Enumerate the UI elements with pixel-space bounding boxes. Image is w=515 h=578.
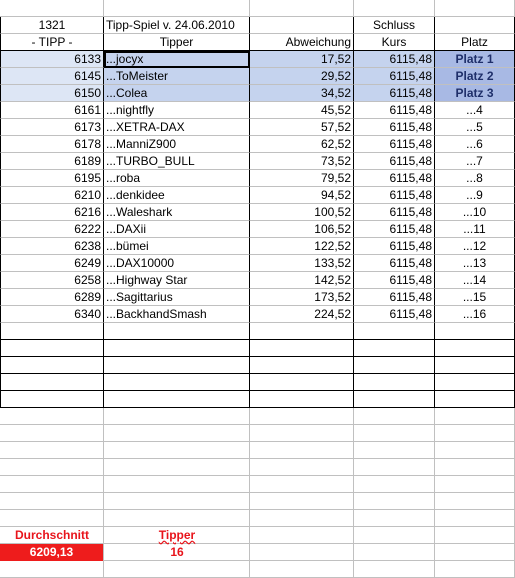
tipp-value[interactable]: 6258	[0, 272, 104, 289]
empty-cell[interactable]	[354, 544, 435, 561]
platz-value[interactable]: ...11	[435, 221, 515, 238]
grid-row	[0, 442, 515, 459]
abweichung-value[interactable]: 79,52	[250, 170, 354, 187]
tipper-name[interactable]: ...Sagittarius	[104, 289, 250, 306]
table-row	[0, 272, 515, 289]
empty-cell[interactable]	[0, 323, 104, 340]
empty-row	[0, 374, 515, 391]
empty-cell[interactable]	[354, 408, 435, 425]
platz-value[interactable]: ...4	[435, 102, 515, 119]
grid-row	[0, 510, 515, 527]
platz-value[interactable]: ...12	[435, 238, 515, 255]
empty-cell[interactable]	[250, 0, 354, 17]
table-row	[0, 187, 515, 204]
tipp-value[interactable]: 6216	[0, 204, 104, 221]
platz-value[interactable]: ...6	[435, 136, 515, 153]
empty-cell[interactable]	[354, 442, 435, 459]
tipp-value[interactable]: 6195	[0, 170, 104, 187]
abweichung-value[interactable]: 94,52	[250, 187, 354, 204]
table-row	[0, 255, 515, 272]
grid-row	[0, 459, 515, 476]
table-row	[0, 51, 515, 68]
empty-cell[interactable]	[104, 561, 250, 578]
abweichung-value[interactable]: 57,52	[250, 119, 354, 136]
empty-cell[interactable]	[104, 391, 250, 408]
tipp-value[interactable]: 6238	[0, 238, 104, 255]
empty-cell[interactable]	[250, 493, 354, 510]
empty-cell[interactable]	[435, 544, 515, 561]
tipp-id-cell[interactable]: 1321	[0, 17, 104, 34]
tipper-count-label[interactable]: Tipper	[158, 528, 196, 542]
tipp-value[interactable]: 6340	[0, 306, 104, 323]
durchschnitt-label[interactable]: Durchschnitt	[14, 528, 89, 542]
empty-cell[interactable]	[435, 340, 515, 357]
empty-row	[0, 357, 515, 374]
empty-cell[interactable]	[104, 493, 250, 510]
empty-cell[interactable]	[354, 476, 435, 493]
empty-cell[interactable]	[435, 493, 515, 510]
empty-cell[interactable]	[250, 374, 354, 391]
table-row	[0, 306, 515, 323]
tipper-name[interactable]: ...bümei	[104, 238, 250, 255]
grid-row	[0, 476, 515, 493]
empty-cell[interactable]	[250, 561, 354, 578]
tipper-name[interactable]: ...Highway Star	[104, 272, 250, 289]
empty-cell[interactable]	[354, 357, 435, 374]
platz-value[interactable]: ...13	[435, 255, 515, 272]
kurs-value[interactable]: 6115,48	[354, 221, 435, 238]
kurs-value[interactable]: 6115,48	[354, 187, 435, 204]
platz-value[interactable]: Platz 3	[435, 85, 515, 102]
table-row	[0, 85, 515, 102]
tipp-value[interactable]: 6289	[0, 289, 104, 306]
empty-cell[interactable]	[250, 340, 354, 357]
tipper-name[interactable]: ...ManniZ900	[104, 136, 250, 153]
tipper-name[interactable]: ...Waleshark	[104, 204, 250, 221]
empty-cell[interactable]	[104, 425, 250, 442]
empty-header-cell[interactable]	[250, 17, 354, 34]
empty-cell[interactable]	[0, 340, 104, 357]
platz-value[interactable]: Platz 1	[435, 51, 515, 68]
empty-cell[interactable]	[354, 459, 435, 476]
abweichung-value[interactable]: 62,52	[250, 136, 354, 153]
empty-cell[interactable]	[0, 391, 104, 408]
empty-cell[interactable]	[435, 357, 515, 374]
abweichung-value[interactable]: 100,52	[250, 204, 354, 221]
empty-cell[interactable]	[104, 510, 250, 527]
kurs-value[interactable]: 6115,48	[354, 238, 435, 255]
table-row	[0, 221, 515, 238]
empty-row	[0, 391, 515, 408]
platz-value[interactable]: ...9	[435, 187, 515, 204]
kurs-value[interactable]: 6115,48	[354, 119, 435, 136]
empty-cell[interactable]	[0, 357, 104, 374]
empty-cell[interactable]	[250, 476, 354, 493]
kurs-value[interactable]: 6115,48	[354, 204, 435, 221]
kurs-value[interactable]: 6115,48	[354, 85, 435, 102]
tipper-name[interactable]: ...BackhandSmash	[104, 306, 250, 323]
tipper-name[interactable]: ...jocyx	[104, 51, 250, 68]
tipp-value[interactable]: 6145	[0, 68, 104, 85]
empty-cell[interactable]	[0, 0, 104, 17]
empty-cell[interactable]	[435, 527, 515, 544]
kurs-value[interactable]: 6115,48	[354, 153, 435, 170]
table-row	[0, 289, 515, 306]
empty-cell[interactable]	[0, 425, 104, 442]
grid-row	[0, 425, 515, 442]
empty-cell[interactable]	[354, 391, 435, 408]
grid-row	[0, 493, 515, 510]
empty-cell[interactable]	[435, 425, 515, 442]
tipper-name[interactable]: ...ToMeister	[104, 68, 250, 85]
empty-cell[interactable]	[354, 527, 435, 544]
empty-cell[interactable]	[435, 442, 515, 459]
empty-row	[0, 340, 515, 357]
abweichung-value[interactable]: 106,52	[250, 221, 354, 238]
empty-cell[interactable]	[354, 323, 435, 340]
empty-cell[interactable]	[0, 510, 104, 527]
empty-cell[interactable]	[104, 357, 250, 374]
empty-cell[interactable]	[0, 408, 104, 425]
empty-cell[interactable]	[435, 561, 515, 578]
empty-cell[interactable]	[354, 493, 435, 510]
empty-cell[interactable]	[435, 510, 515, 527]
empty-cell[interactable]	[0, 476, 104, 493]
tipp-value[interactable]: 6210	[0, 187, 104, 204]
kurs-value[interactable]: 6115,48	[354, 255, 435, 272]
tipp-value[interactable]: 6178	[0, 136, 104, 153]
empty-cell[interactable]	[435, 0, 515, 17]
platz-value[interactable]: ...14	[435, 272, 515, 289]
abweichung-value[interactable]: 17,52	[250, 51, 354, 68]
header-row-2	[0, 34, 515, 51]
platz-value[interactable]: Platz 2	[435, 68, 515, 85]
empty-cell[interactable]	[250, 323, 354, 340]
tipper-name[interactable]: ...TURBO_BULL	[104, 153, 250, 170]
empty-cell[interactable]	[250, 391, 354, 408]
kurs-header-cell[interactable]: Kurs	[354, 34, 435, 51]
title-cell[interactable]: Tipp-Spiel v. 24.06.2010	[104, 17, 250, 34]
tipp-value[interactable]: 6173	[0, 119, 104, 136]
table-row	[0, 119, 515, 136]
tipper-header-cell[interactable]: Tipper	[104, 34, 250, 51]
empty-cell[interactable]	[354, 374, 435, 391]
abweichung-value[interactable]: 224,52	[250, 306, 354, 323]
empty-cell[interactable]	[104, 459, 250, 476]
empty-cell[interactable]	[104, 442, 250, 459]
tipper-name[interactable]: ...roba	[104, 170, 250, 187]
table-row	[0, 170, 515, 187]
platz-value[interactable]: ...8	[435, 170, 515, 187]
table-row	[0, 238, 515, 255]
abweichung-value[interactable]: 173,52	[250, 289, 354, 306]
empty-cell[interactable]	[435, 459, 515, 476]
empty-cell[interactable]	[435, 391, 515, 408]
empty-cell[interactable]	[104, 408, 250, 425]
empty-cell[interactable]	[104, 374, 250, 391]
table-row	[0, 68, 515, 85]
header-row-1	[0, 17, 515, 34]
abweichung-value[interactable]: 45,52	[250, 102, 354, 119]
empty-cell[interactable]	[250, 527, 354, 544]
grid-row	[0, 408, 515, 425]
table-row	[0, 136, 515, 153]
abweichung-value[interactable]: 34,52	[250, 85, 354, 102]
tipper-name[interactable]: ...XETRA-DAX	[104, 119, 250, 136]
abweichung-value[interactable]: 29,52	[250, 68, 354, 85]
grid-row	[0, 0, 515, 17]
tipper-name[interactable]: ...denkidee	[104, 187, 250, 204]
tipp-value[interactable]: 6150	[0, 85, 104, 102]
kurs-value[interactable]: 6115,48	[354, 306, 435, 323]
durchschnitt-value[interactable]: 6209,13	[0, 544, 103, 561]
tipp-value[interactable]: 6161	[0, 102, 104, 119]
kurs-value[interactable]: 6115,48	[354, 272, 435, 289]
empty-cell[interactable]	[435, 408, 515, 425]
platz-value[interactable]: ...5	[435, 119, 515, 136]
abweichung-value[interactable]: 133,52	[250, 255, 354, 272]
abweichung-value[interactable]: 122,52	[250, 238, 354, 255]
empty-cell[interactable]	[104, 323, 250, 340]
empty-cell[interactable]	[435, 374, 515, 391]
empty-cell[interactable]	[250, 425, 354, 442]
empty-cell[interactable]	[0, 442, 104, 459]
tipp-value[interactable]: 6189	[0, 153, 104, 170]
empty-header-cell[interactable]	[435, 17, 515, 34]
tipper-name[interactable]: ...Colea	[104, 85, 250, 102]
empty-cell[interactable]	[354, 510, 435, 527]
empty-cell[interactable]	[0, 561, 104, 578]
kurs-value[interactable]: 6115,48	[354, 51, 435, 68]
empty-cell[interactable]	[354, 561, 435, 578]
kurs-value[interactable]: 6115,48	[354, 289, 435, 306]
empty-cell[interactable]	[0, 459, 104, 476]
grid-row	[0, 561, 515, 578]
tipp-header-cell[interactable]: - TIPP -	[0, 34, 104, 51]
abweichung-value[interactable]: 142,52	[250, 272, 354, 289]
empty-cell[interactable]	[250, 408, 354, 425]
tipper-name[interactable]: ...nightfly	[104, 102, 250, 119]
tipper-name[interactable]: ...DAX10000	[104, 255, 250, 272]
empty-cell[interactable]	[104, 0, 250, 17]
empty-cell[interactable]	[354, 425, 435, 442]
empty-cell[interactable]	[354, 0, 435, 17]
kurs-value[interactable]: 6115,48	[354, 102, 435, 119]
empty-cell[interactable]	[435, 476, 515, 493]
empty-cell[interactable]	[0, 374, 104, 391]
platz-value[interactable]: ...10	[435, 204, 515, 221]
kurs-value[interactable]: 6115,48	[354, 136, 435, 153]
tipper-count-value[interactable]: 16	[170, 545, 184, 559]
empty-cell[interactable]	[250, 544, 354, 561]
tipp-value[interactable]: 6133	[0, 51, 104, 68]
empty-cell[interactable]	[250, 442, 354, 459]
table-row	[0, 153, 515, 170]
tipp-value[interactable]: 6249	[0, 255, 104, 272]
table-row	[0, 204, 515, 221]
tipper-name[interactable]: ...DAXii	[104, 221, 250, 238]
table-row	[0, 102, 515, 119]
platz-value[interactable]: ...7	[435, 153, 515, 170]
empty-cell[interactable]	[250, 357, 354, 374]
abweichung-header-cell[interactable]: Abweichung	[250, 34, 354, 51]
empty-cell[interactable]	[104, 340, 250, 357]
empty-cell[interactable]	[0, 493, 104, 510]
empty-cell[interactable]	[250, 459, 354, 476]
kurs-value[interactable]: 6115,48	[354, 170, 435, 187]
kurs-value[interactable]: 6115,48	[354, 68, 435, 85]
empty-cell[interactable]	[104, 476, 250, 493]
platz-header-cell[interactable]: Platz	[435, 34, 515, 51]
empty-row	[0, 323, 515, 340]
empty-cell[interactable]	[250, 510, 354, 527]
schluss-header-cell[interactable]: Schluss	[354, 17, 435, 34]
platz-value[interactable]: ...15	[435, 289, 515, 306]
empty-cell[interactable]	[435, 323, 515, 340]
tipp-value[interactable]: 6222	[0, 221, 104, 238]
empty-cell[interactable]	[354, 340, 435, 357]
platz-value[interactable]: ...16	[435, 306, 515, 323]
abweichung-value[interactable]: 73,52	[250, 153, 354, 170]
